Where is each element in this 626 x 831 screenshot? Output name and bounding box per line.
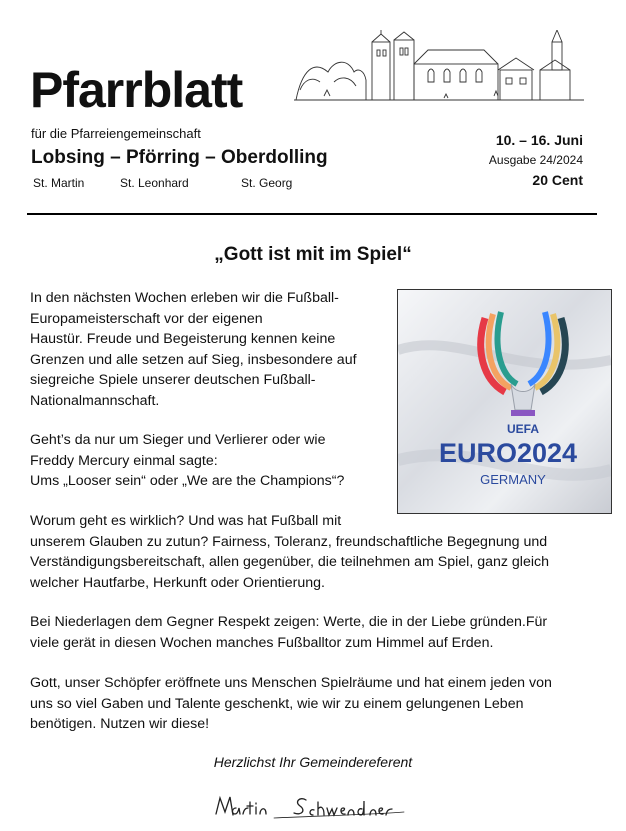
photo-uefa-text: UEFA [506,422,540,436]
masthead-title: Pfarrblatt [30,62,243,118]
article-paragraph-2 [30,430,344,492]
euro-2024-logo-image [398,290,611,513]
issue-date: 10. – 16. Juni [495,132,583,148]
parish-st-martin: St. Martin [33,176,85,190]
photo-euro-text: EURO2024 [438,438,578,468]
church-illustration [294,30,584,102]
text-line: uns so viel Gaben und Talente geschenkt, wie wir zu einem gelungenen Leben [30,695,524,712]
article-headline: „Gott ist mit im Spiel“ [214,244,412,265]
article-paragraph-4 [30,612,547,653]
issue-edition: Ausgabe 24/2024 [488,153,583,167]
signature-image [214,788,414,824]
text-line: Verständigungsbereitschaft, allen gegenüber, die teilnehmen am Spiel, ganz gleich [30,554,549,570]
text-line: Bei Niederlagen dem Gegner Respekt zeigen: Werte, die in der Liebe gründen.Für [30,614,548,630]
article-paragraph-3 [30,511,549,593]
article-paragraph-1 [30,288,357,411]
parish-st-leonhard: St. Leonhard [120,176,189,190]
text-line: viele gerät in diesen Wochen manches Fußballtor zum Himmel auf Erden. [30,634,494,651]
text-line: siegreiche Spiele unserer deutschen Fußball- [30,372,316,388]
article-paragraph-5 [30,673,552,735]
article-signoff: Herzlichst Ihr Gemeindereferent [213,754,413,770]
issue-price: 20 Cent [532,172,583,188]
text-line: Haustür. Freude und Begeisterung kennen keine [30,331,336,347]
euro-2024-photo [397,289,612,514]
text-line: Ums „Looser sein“ oder „We are the Champions“? [30,473,345,489]
text-line: In den nächsten Wochen erleben wir die Fußball- [30,290,339,306]
text-line: unserem Glauben zu zutun? Fairness, Toleranz, freundschaftliche Begegnung und [30,533,548,550]
text-line: Freddy Mercury einmal sagte: [30,452,218,469]
masthead-communities: Lobsing – Pförring – Oberdolling [31,147,328,168]
text-line: Europameisterschaft vor der eigenen [30,310,263,327]
masthead-subtitle: für die Pfarreiengemeinschaft [31,126,201,141]
photo-germany-text: GERMANY [480,472,546,487]
text-line: Gott, unser Schöpfer eröffnete uns Menschen Spielräume und hat einem jeden von [30,675,552,691]
text-line: Grenzen und alle setzen auf Sieg, insbesondere auf [30,351,357,368]
parish-st-georg: St. Georg [241,176,293,190]
text-line: Geht’s da nur um Sieger und Verlierer oder wie [30,432,326,448]
text-line: Nationalmannschaft. [30,392,160,409]
header-divider [27,213,597,215]
text-line: benötigen. Nutzen wir diese! [30,716,210,732]
text-line: welcher Hautfarbe, Herkunft oder Orientierung. [30,574,325,591]
text-line: Worum geht es wirklich? Und was hat Fußball mit [30,513,342,529]
